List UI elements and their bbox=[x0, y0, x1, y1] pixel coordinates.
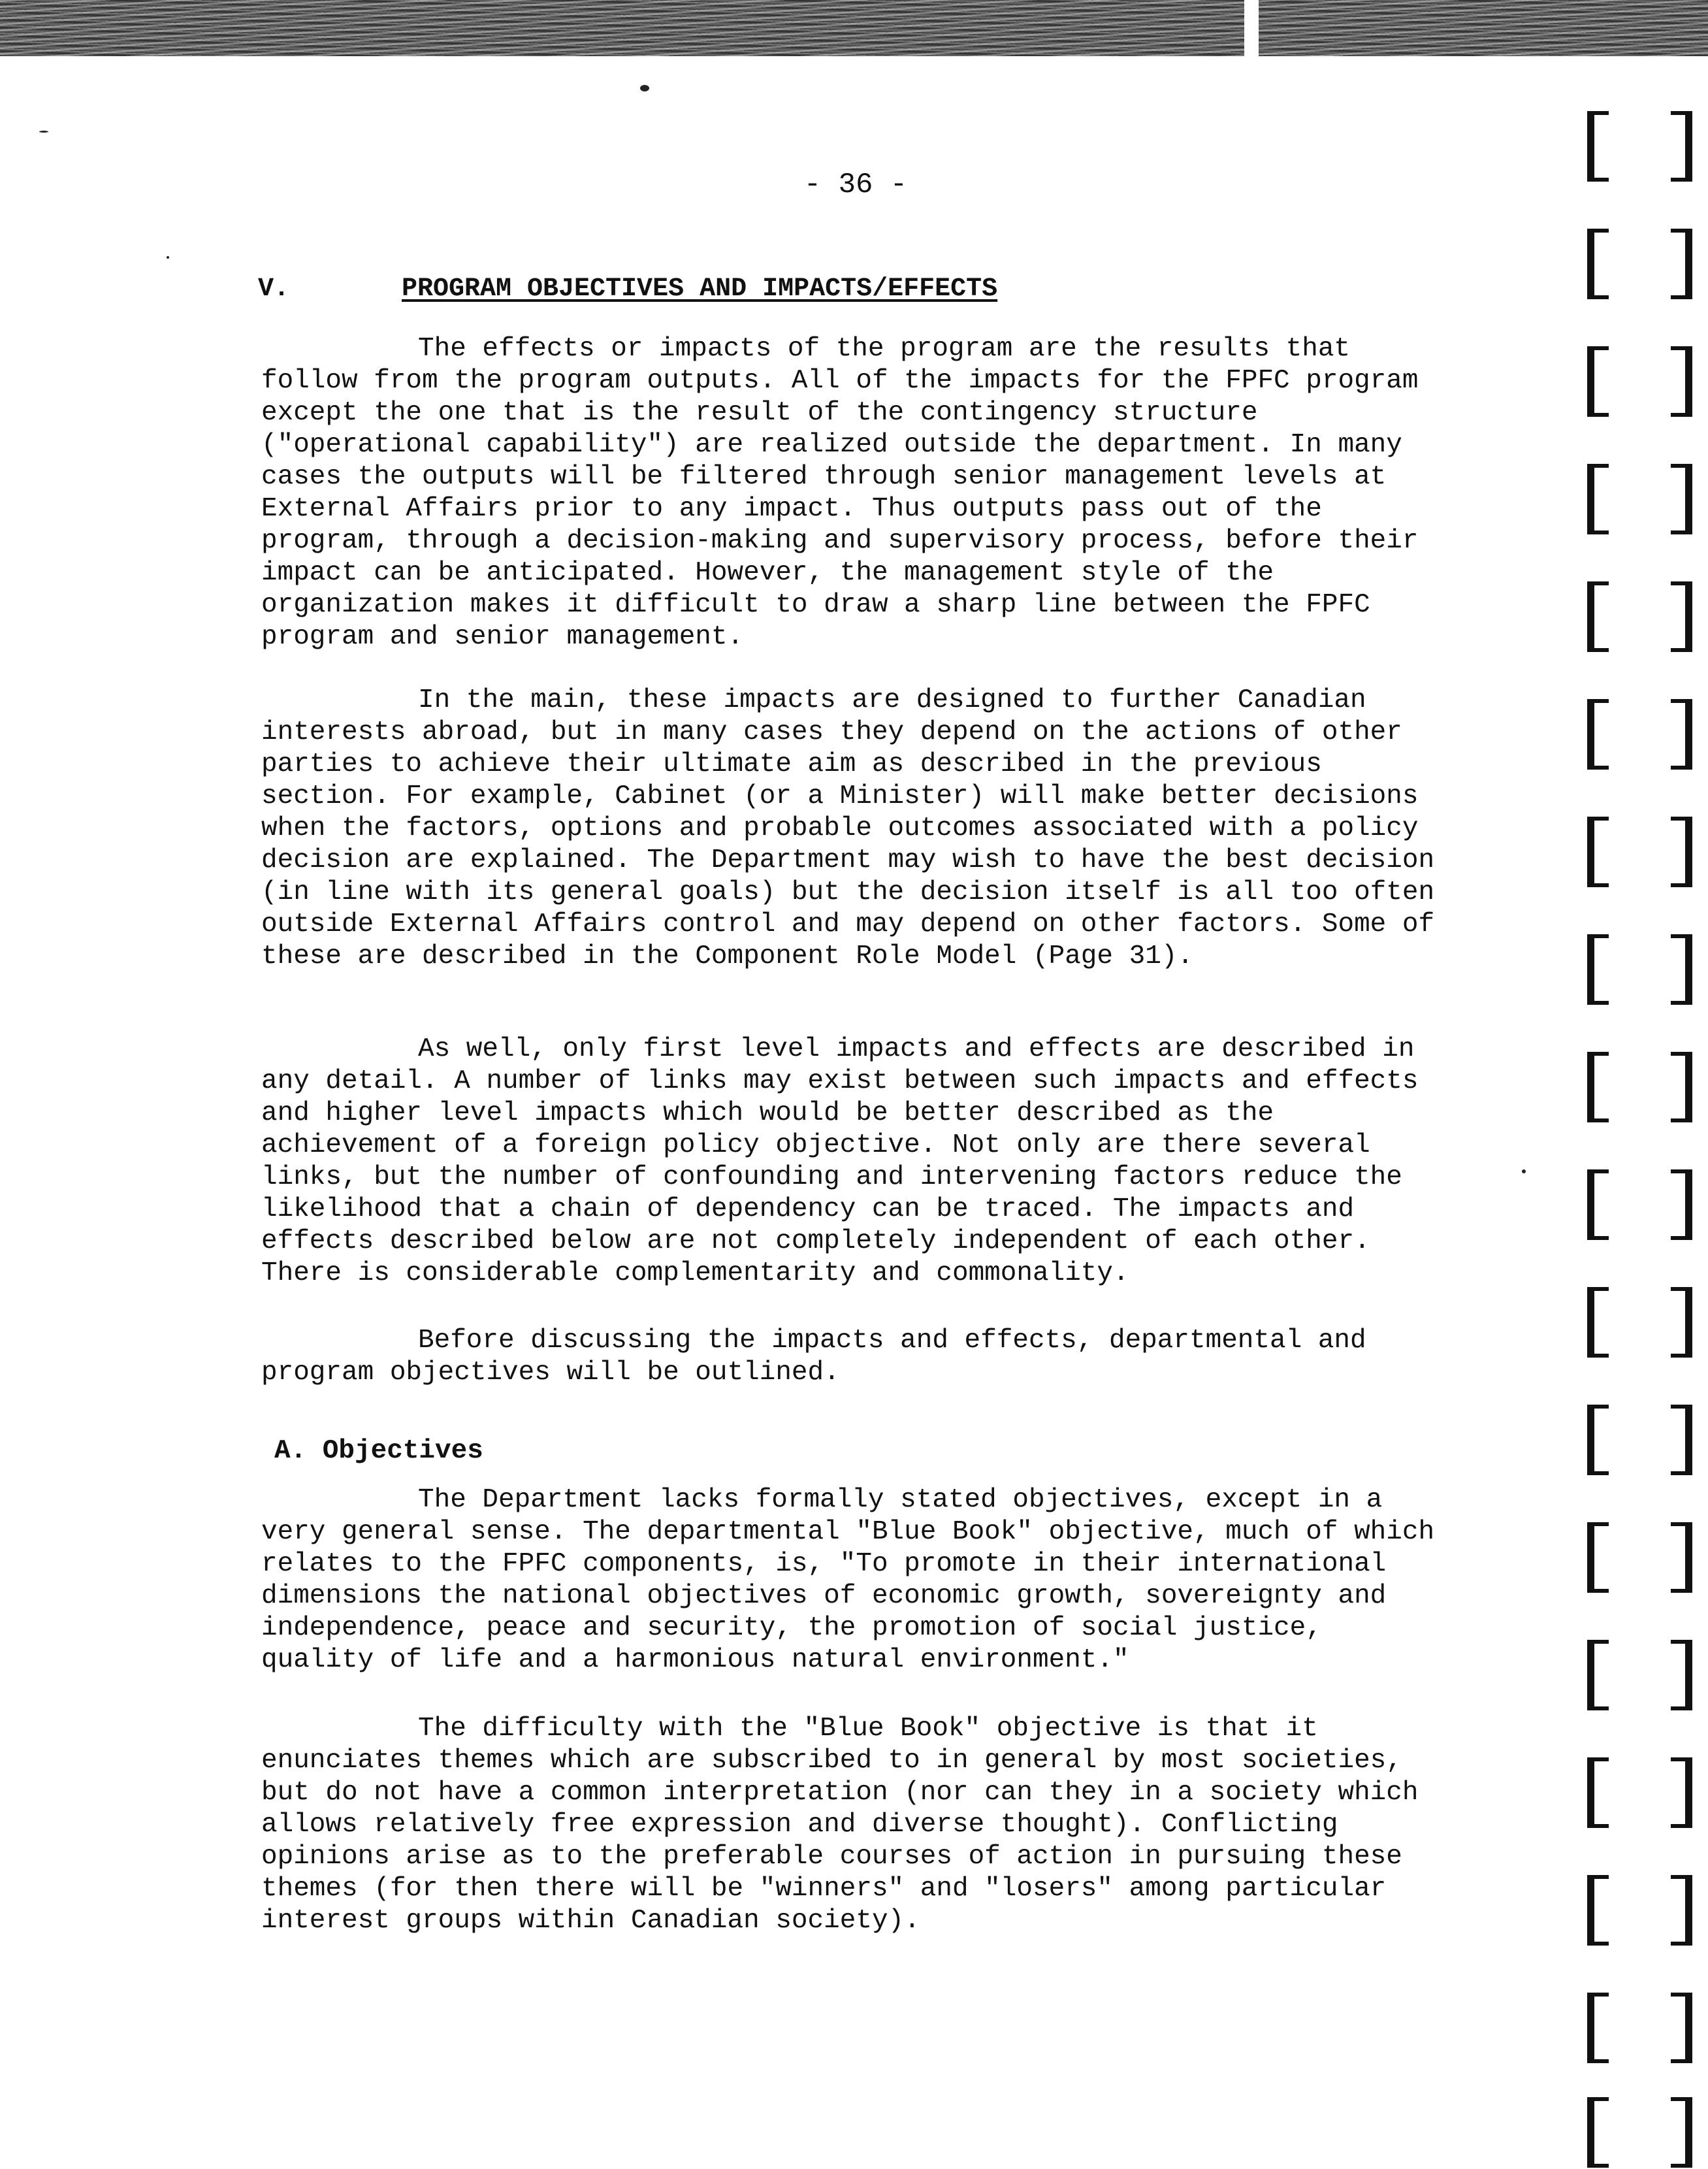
binding-ring bbox=[1581, 1522, 1698, 1594]
body-paragraph: The Department lacks formally stated objectives, except in a very general sense. The departmental "Blue Book" objective, much of which relates to the FPFC components, is, "To promote in their international dimensions the national objectives of economic growth, sovereignty and independence, peace and security, the promotion of social justice, quality of life and a harmonious natural environment." bbox=[261, 1485, 1435, 1675]
subsection-heading: A. Objectives bbox=[274, 1436, 483, 1466]
section-heading bbox=[258, 274, 1107, 304]
body-paragraph: As well, only first level impacts and effects are described in any detail. A number of links may exist between such impacts and effects and higher level impacts which would be better described as the achievement of a foreign policy objective. Not only are there several links, but the number of confounding and intervening factors reduce the likelihood that a chain of dependency can be traced. The impacts and effects described below are not completely independent of each other. There is considerable complementarity and commonality. bbox=[261, 1034, 1419, 1288]
binding-ring bbox=[1581, 817, 1698, 889]
scan-speck bbox=[1522, 1169, 1526, 1173]
binding-ring bbox=[1581, 1875, 1698, 1947]
body-paragraph: The effects or impacts of the program are the results that follow from the program outputs. All of the impacts for the FPFC program except the one that is the result of the contingency structure ("operational capability") are realized outside the department. In many cases the outputs will be filtered through senior management levels at External Affairs prior to any impact. Thus outputs pass out of the program, through a decision-making and supervisory process, before their impact can be anticipated. However, the management style of the organization makes it difficult to draw a sharp line between the FPFC program and senior management. bbox=[261, 334, 1419, 652]
binding-ring bbox=[1581, 581, 1698, 653]
body-paragraph: In the main, these impacts are designed to further Canadian interests abroad, but in many cases they depend on the actions of other parties to achieve their ultimate aim as described in the previous section. For example, Cabinet (or a Minister) will make better decisions when the factors, options and probable outcomes associated with a policy decision are explained. The Department may wish to have the best decision (in line with its general goals) but the decision itself is all too often outside External Affairs control and may depend on other factors. Some of these are described in the Component Role Model (Page 31). bbox=[261, 685, 1435, 971]
binding-ring bbox=[1581, 1287, 1698, 1359]
scan-speck bbox=[167, 256, 169, 259]
scan-speck bbox=[640, 85, 649, 91]
scan-band-gap bbox=[1244, 0, 1259, 56]
spiral-binding bbox=[1581, 111, 1698, 2160]
binding-ring bbox=[1581, 346, 1698, 418]
page-number: - 36 - bbox=[803, 169, 908, 201]
binding-ring bbox=[1581, 1169, 1698, 1241]
binding-ring bbox=[1581, 1993, 1698, 2064]
scan-top-band bbox=[0, 0, 1708, 56]
binding-ring bbox=[1581, 1405, 1698, 1476]
body-paragraph: The difficulty with the "Blue Book" objective is that it enunciates themes which are subscribed to in general by most societies, but do not have a common interpretation (nor can they in a society which allows relatively free expression and diverse thought). Conflicting opinions arise as to the preferable courses of action in pursuing these themes (for then there will be "winners" and "losers" among particular interest groups within Canadian society). bbox=[261, 1714, 1419, 1936]
binding-ring bbox=[1581, 1757, 1698, 1829]
scan-speck bbox=[39, 131, 48, 133]
binding-ring bbox=[1581, 111, 1698, 183]
binding-ring bbox=[1581, 464, 1698, 536]
binding-ring bbox=[1581, 1640, 1698, 1712]
binding-ring bbox=[1581, 229, 1698, 301]
binding-ring bbox=[1581, 934, 1698, 1006]
section-title: PROGRAM OBJECTIVES AND IMPACTS/EFFECTS bbox=[402, 274, 998, 304]
body-paragraph: Before discussing the impacts and effects, departmental and program objectives will be outlined. bbox=[261, 1326, 1366, 1388]
binding-ring bbox=[1581, 699, 1698, 771]
binding-ring bbox=[1581, 1052, 1698, 1124]
section-numeral: V. bbox=[258, 274, 290, 304]
binding-ring bbox=[1581, 2097, 1698, 2169]
